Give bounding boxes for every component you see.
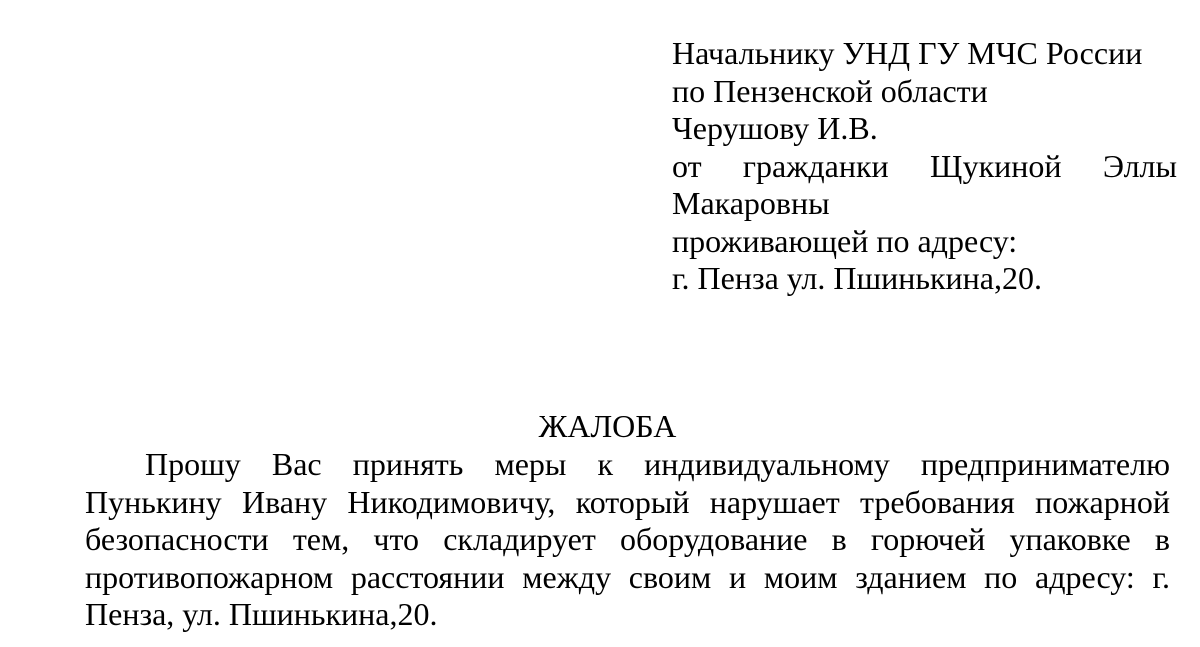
addressee-block bbox=[672, 35, 1177, 298]
addressee-line-address: г. Пенза ул. Пшинькина,20. bbox=[672, 260, 1042, 296]
body-line-3: безопасности тем, что складирует оборудование в горючей упаковке в bbox=[85, 521, 1170, 557]
complaint-body-paragraph bbox=[85, 446, 1170, 634]
addressee-line-recipient-name: Черушову И.В. bbox=[672, 110, 878, 146]
body-line-4: противопожарном расстоянии между своим и моим зданием по адресу: г. bbox=[85, 558, 1170, 595]
addressee-line-sender: от гражданки Щукиной Эллы bbox=[672, 147, 1177, 184]
document-title: ЖАЛОБА bbox=[538, 408, 677, 444]
body-line-1: Прошу Вас принять меры к индивидуальному предпринимателю bbox=[145, 446, 1170, 482]
addressee-line-recipient-org: Начальнику УНД ГУ МЧС России bbox=[672, 35, 1143, 71]
addressee-line-region: по Пензенской области bbox=[672, 72, 988, 109]
body-line-5: Пенза, ул. Пшинькина,20. bbox=[85, 596, 438, 632]
addressee-line-sender-patronymic: Макаровны bbox=[672, 185, 830, 221]
body-line-2: Пунькину Ивану Никодимовичу, который нарушает требования пожарной bbox=[85, 483, 1170, 520]
addressee-line-residing: проживающей по адресу: bbox=[672, 222, 1018, 259]
